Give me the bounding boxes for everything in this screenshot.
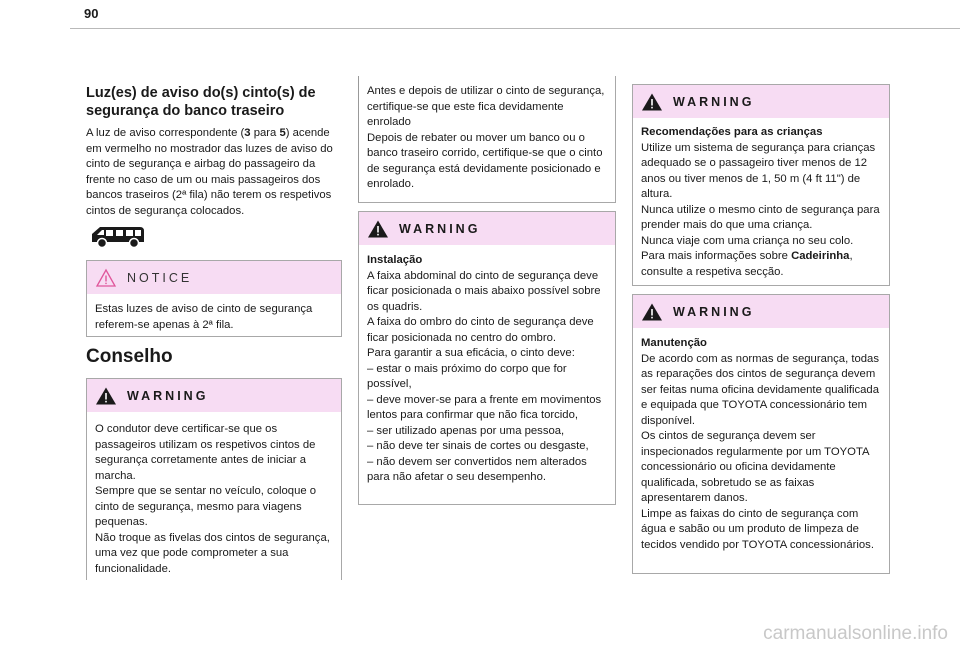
info-box-enrolled	[358, 76, 616, 203]
warning-header	[87, 379, 341, 412]
notice-label: NOTICE	[127, 270, 193, 285]
warning-box-criancas	[632, 84, 890, 286]
warning-title: Manutenção	[641, 337, 707, 349]
warning-icon	[641, 92, 663, 112]
warning-title: Instalação	[367, 254, 423, 266]
info-box-text: Antes e depois de utilizar o cinto de segurança, certifique-se que este fica devidamente enrolado Depois de rebater ou mover um banco ou o banco traseiro corrido, certifique-se que o cinto de segurança está devidamente posicionado e enrolado.	[367, 85, 605, 190]
body-text-part: ) acende em vermelho no mostrador das luzes de aviso do cinto de segurança e airbag do passageiro da frente no caso de um ou mais passageiros dos bancos traseiros (2ª fila) não terem os respetivos cintos de segurança colocados.	[86, 127, 333, 217]
warning-icon	[367, 219, 389, 239]
warning-box-manutencao	[632, 294, 890, 574]
body-bold-part: 3	[244, 127, 251, 139]
warning-text-bold: Cadeirinha	[791, 250, 850, 262]
warning-body	[359, 245, 615, 492]
warning-text: A faixa abdominal do cinto de segurança deve ficar posicionada o mais abaixo possível sobre os quadris. A faixa do ombro do cinto de segurança deve ficar posicionada no centro do ombro. Para garantir a sua eficácia, o cinto deve: – estar o mais próximo do corpo que for possível, – deve mover-se para a frente em movimentos lentos para confirmar que não fica torcido, – ser utilizado apenas por uma pessoa, – não deve ter sinais de cortes ou desgaste, – não devem ser convertidos nem alterados para não afetar o seu desempenho.	[367, 269, 602, 483]
warning-body	[633, 118, 889, 286]
warning-label: WARNING	[673, 94, 755, 109]
notice-icon	[95, 268, 117, 288]
warning-header	[359, 212, 615, 245]
warning-text: Utilize um sistema de segurança para crianças adequado se o passageiro tiver menos de 12 anos ou tiver menos de 1, 50 m (4 ft 11") de altura. Nunca utilize o mesmo cinto de segurança para prender mais do que uma criança. Nunca viaje com uma criança no seu colo. Para mais informações sobre	[641, 141, 880, 262]
van-icon	[88, 222, 148, 250]
body-text-part: para	[250, 127, 280, 139]
notice-box	[86, 260, 342, 337]
column-1	[86, 84, 342, 219]
warning-label: WARNING	[673, 304, 755, 319]
warning-header	[633, 85, 889, 118]
warning-body	[633, 328, 889, 559]
warning-text: , consulte a respetiva secção.	[641, 250, 853, 278]
warning-box-instalacao	[358, 211, 616, 505]
warning-label: WARNING	[399, 221, 481, 236]
page-number: 90	[84, 6, 99, 21]
rear-seatbelt-heading: Luz(es) de aviso do(s) cinto(s) de segurança do banco traseiro	[86, 85, 316, 119]
warning-text: De acordo com as normas de segurança, todas as reparações dos cintos de segurança devem ser feitas numa oficina devidamente qualificada e equipada que TOYOTA concessionário tem disponível. Os cintos de segurança devem ser inspecionados regularmente por um TOYOTA concessionário ou oficina devidamente qualificada, sobretudo se as faixas apresentarem danos. Limpe as faixas do cinto de segurança com água e sabão ou um produto de limpeza de tecidos vendido por TOYOTA concessionários.	[641, 352, 880, 551]
warning-label: WARNING	[127, 388, 209, 403]
warning-icon	[95, 386, 117, 406]
body-text-part: A luz de aviso correspondente (	[86, 127, 245, 139]
warning-icon	[641, 302, 663, 322]
warning-title: Recomendações para as crianças	[641, 126, 823, 138]
warning-box-conselho	[86, 378, 342, 580]
notice-header	[87, 261, 341, 294]
notice-text: Estas luzes de aviso de cinto de segurança referem-se apenas à 2ª fila.	[95, 303, 313, 331]
body-bold-part: 5	[279, 127, 286, 139]
rear-seatbelt-body	[86, 126, 342, 219]
warning-header	[633, 295, 889, 328]
section-title: Conselho	[86, 346, 173, 367]
watermark: carmanualsonline.info	[763, 623, 948, 644]
warning-text: O condutor deve certificar-se que os passageiros utilizam os respetivos cintos de segurança corretamente antes de iniciar a marcha. Sempre que se sentar no veículo, coloque o cinto de segurança, mesmo para viagens pequenas. Não troque as fivelas dos cintos de segurança, uma vez que pode comprometer a sua funcionalidade.	[95, 423, 330, 575]
top-rule	[70, 28, 960, 29]
